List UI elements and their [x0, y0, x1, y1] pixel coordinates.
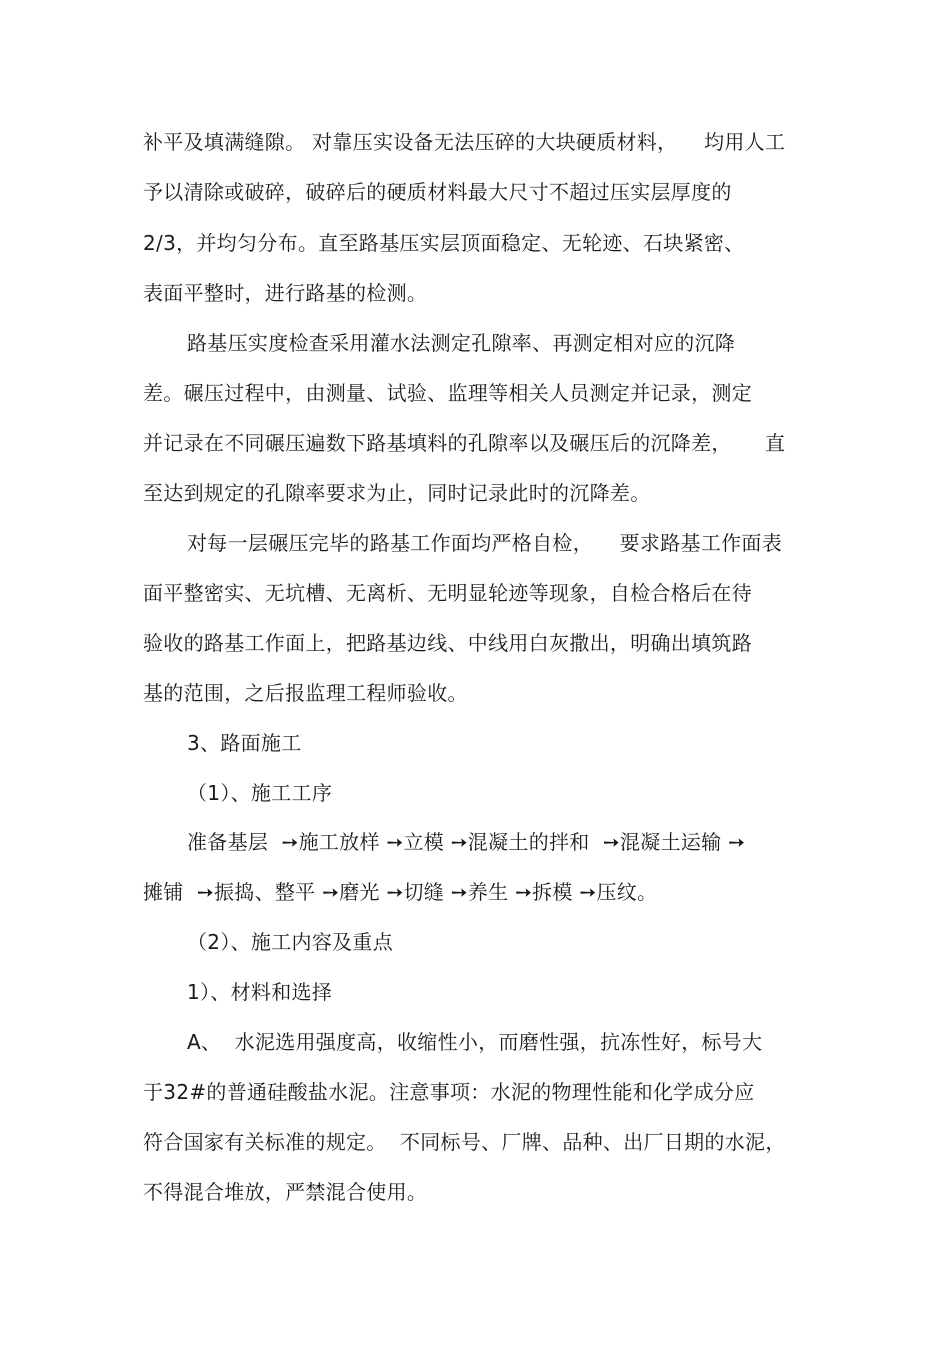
- text-line-10: 面平整密实、无坑槽、无离析、无明显轮迹等现象，自检合格后在待: [143, 581, 752, 605]
- text-line-5: 路基压实度检查采用灌水法测定孔隙率、再测定相对应的沉降: [187, 331, 736, 355]
- text-line-2: 予以清除或破碎，破碎后的硬质材料最大尺寸不超过压实层厚度的: [143, 180, 732, 204]
- text-line-9: 对每一层碾压完毕的路基工作面均严格自检， 要求路基工作面表: [187, 531, 783, 555]
- text-line-6: 差。碾压过程中，由测量、试验、监理等相关人员测定并记录，测定: [143, 381, 752, 405]
- text-line-21: 符合国家有关标准的规定。 不同标号、厂牌、品种、出厂日期的水泥，: [143, 1130, 786, 1154]
- process-flow-line-1: 准备基层 ➙施工放样 ➙立模 ➙混凝土的拌和 ➙混凝土运输 ➙: [187, 830, 746, 854]
- text-line-8: 至达到规定的孔隙率要求为止，同时记录此时的沉降差。: [143, 481, 651, 505]
- text-line-12: 基的范围，之后报监理工程师验收。: [143, 681, 468, 705]
- text-line-22: 不得混合堆放，严禁混合使用。: [143, 1180, 428, 1204]
- process-flow-line-2: 摊铺 ➙振捣、整平 ➙磨光 ➙切缝 ➙养生 ➙拆模 ➙压纹。: [143, 880, 658, 904]
- item-heading: 1）、材料和选择: [187, 980, 333, 1004]
- section-heading: 3、路面施工: [187, 731, 302, 755]
- subsection-heading-1: （1）、施工工序: [187, 781, 333, 805]
- subsection-heading-2: （2）、施工内容及重点: [187, 930, 394, 954]
- text-line-19: A、 水泥选用强度高，收缩性小，而磨性强，抗冻性好，标号大: [187, 1030, 763, 1054]
- text-line-1: 补平及填满缝隙。 对靠压实设备无法压碎的大块硬质材料， 均用人工: [143, 130, 786, 154]
- text-line-11: 验收的路基工作面上，把路基边线、中线用白灰撒出，明确出填筑路: [143, 631, 752, 655]
- text-line-20: 于32#的普通硅酸盐水泥。注意事项：水泥的物理性能和化学成分应: [143, 1080, 755, 1104]
- text-line-4: 表面平整时，进行路基的检测。: [143, 281, 428, 305]
- text-line-7: 并记录在不同碾压遍数下路基填料的孔隙率以及碾压后的沉降差， 直: [143, 431, 786, 455]
- text-line-3: 2/3，并均匀分布。直至路基压实层顶面稳定、无轮迹、石块紧密、: [143, 231, 745, 255]
